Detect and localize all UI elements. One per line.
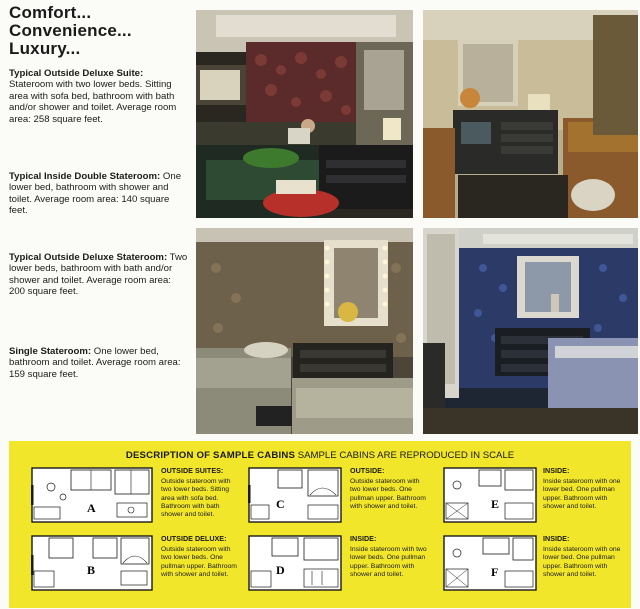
room-text: Stateroom with two lower beds. Sitting area with sofa bed, bathroom with bath and/or shower and toilet. Average room area: 258 square feet. (9, 79, 177, 125)
room-description-single (9, 346, 189, 380)
cabin-plan-e (443, 467, 537, 523)
cabin-description (543, 467, 623, 511)
cabin-description (161, 467, 241, 519)
headline-line-2: Convenience... (9, 21, 132, 40)
cabin-letter: C (276, 497, 285, 511)
sample-cabins-title (9, 450, 631, 461)
room-title: Typical Outside Deluxe Suite: (9, 68, 144, 79)
headline-line-3: Luxury... (9, 39, 81, 58)
photo-single-stateroom (423, 228, 638, 434)
cabin-letter: F (491, 565, 499, 579)
room-title: Typical Inside Double Stateroom: (9, 171, 161, 182)
cabin-description (350, 535, 430, 579)
cabin-heading: INSIDE: (543, 534, 570, 543)
cabin-letter: D (276, 563, 285, 577)
headline-line-1: Comfort... (9, 3, 92, 22)
cabin-heading: OUTSIDE: (350, 466, 385, 475)
cabin-text: Inside stateroom with one lower bed. One pullman upper. Bathroom with shower and toilet. (543, 478, 621, 510)
room-description-suite (9, 68, 189, 125)
cabin-text: Inside stateroom with one lower bed. One pullman upper. Bathroom with shower and toilet. (543, 546, 621, 578)
room-text: One lower bed, bathroom and toilet. Average room area: 159 square feet. (9, 346, 181, 380)
room-title: Typical Outside Deluxe Stateroom: (9, 252, 168, 263)
headline (9, 4, 194, 58)
cabin-letter: A (87, 501, 96, 515)
room-text: Two lower beds, bathroom with bath and/or shower and toilet. Average room area: 200 square feet. (9, 252, 188, 298)
cabin-description (350, 467, 430, 511)
cabin-description (543, 535, 623, 579)
cabin-letter: B (87, 563, 96, 577)
photo-outside-deluxe-suite (196, 10, 413, 218)
cabin-letter: E (491, 497, 500, 511)
cabin-plan-f (443, 535, 537, 591)
cabin-text: Outside stateroom with two lower beds. One pullman upper. Bathroom with shower and toilet. (161, 546, 237, 578)
sample-cabins-title-bold: DESCRIPTION OF SAMPLE CABINS (125, 450, 296, 461)
sample-cabins-panel (9, 441, 631, 608)
cabin-description (161, 535, 241, 579)
photo-outside-deluxe-stateroom (196, 228, 413, 434)
cabin-text: Outside stateroom with two lower beds. One pullman upper. Bathroom with shower and toilet. (350, 478, 426, 510)
cabin-plan-c (248, 467, 342, 523)
room-text: One lower bed, bathroom with shower and toilet. Average room area: 140 square feet. (9, 171, 182, 217)
cabin-text: Outside stateroom with two lower beds. Sitting area with sofa bed. Bathroom with bath shower and toilet. (161, 478, 231, 519)
cabin-heading: OUTSIDE SUITES: (161, 466, 224, 475)
cabin-heading: OUTSIDE DELUXE: (161, 534, 227, 543)
room-description-inside-double (9, 171, 189, 217)
cabin-plan-d (248, 535, 342, 591)
cabin-text: Inside stateroom with two lower beds. One pullman upper. Bathroom with shower and toilet. (350, 546, 427, 578)
cabin-heading: INSIDE: (350, 534, 377, 543)
room-description-outside-deluxe (9, 252, 189, 298)
room-title: Single Stateroom: (9, 346, 92, 357)
photo-inside-double-stateroom (423, 10, 638, 218)
cabin-heading: INSIDE: (543, 466, 570, 475)
sample-cabins-title-rest: SAMPLE CABINS ARE REPRODUCED IN SCALE (297, 450, 515, 461)
